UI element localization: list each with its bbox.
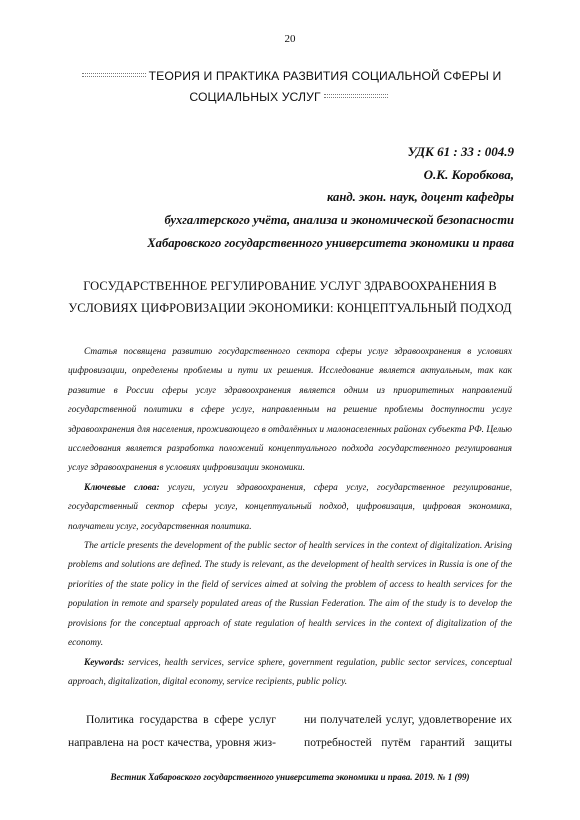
udc-code: УДК 61 : 33 : 004.9 <box>407 144 514 159</box>
body-paragraph-right: ни получателей услуг, удовлетворение их потребностей путём гарантий защиты <box>304 713 512 749</box>
abstract-en: The article presents the development of the public sector of health services in the context of digitalization. Arising problems and solutions are defined. The study is relevant, as the development of health services in Russia is one of the priorities of the state policy in the field of services aimed at solving the problem of access to health services for the population in remote and sparsely populated areas of the Russian Federation. The aim of the study is to develop the provisions for the conceptual approach of state regulation of health services in the context of digitalization of the economy. <box>68 541 512 649</box>
running-header-text-2: СОЦИАЛЬНЫХ УСЛУГ <box>189 90 321 104</box>
keywords-ru-label: Ключевые слова: <box>84 482 160 493</box>
author-name: О.К. Коробкова, <box>423 167 514 182</box>
decorative-rule-right <box>324 94 388 98</box>
author-block <box>94 140 514 255</box>
article-title-line-2: УСЛОВИЯХ ЦИФРОВИЗАЦИИ ЭКОНОМИКИ: КОНЦЕПТУАЛЬНЫЙ ПОДХОД <box>68 301 512 315</box>
keywords-ru <box>68 479 512 537</box>
article-title-line-1: ГОСУДАРСТВЕННОЕ РЕГУЛИРОВАНИЕ УСЛУГ ЗДРАВООХРАНЕНИЯ В <box>83 279 497 293</box>
author-university: Хабаровского государственного университета экономики и права <box>147 236 514 250</box>
author-degree: канд. экон. наук, доцент кафедры <box>326 190 514 204</box>
decorative-rule-left <box>82 73 146 77</box>
body-text <box>68 708 512 754</box>
body-paragraph-left: Политика государства в сфере услуг направлена на рост качества, уровня жиз- <box>68 713 276 749</box>
running-header-text-1: ТЕОРИЯ И ПРАКТИКА РАЗВИТИЯ СОЦИАЛЬНОЙ СФЕРЫ И <box>148 69 502 83</box>
running-header <box>60 66 520 108</box>
article-title <box>62 275 518 319</box>
body-column-right <box>304 708 512 754</box>
keywords-en-label: Keywords: <box>84 657 125 668</box>
running-header-line-2 <box>60 87 520 108</box>
journal-footer: Вестник Хабаровского государственного университета экономики и права. 2019. № 1 (99) <box>110 772 470 782</box>
running-header-line-1 <box>60 66 520 87</box>
abstract <box>68 343 512 692</box>
abstract-ru: Статья посвящена развитию государственного сектора сферы услуг здравоохранения в условиях цифровизации, определены проблемы и пути их решения. Исследование является актуальным, так как развитие в России сферы услуг здравоохранения является одним из приоритетных направлений государственной политики в сфере услуг, направленным на решение проблемы доступности услуг здравоохранения для населения, проживающего в отдалённых и малонаселенных районах субъекта РФ. Целью исследования является разработка положений концептуального подхода государственного регулирования услуг здравоохранения в условиях цифровизации экономики. <box>68 347 512 474</box>
page-number: 20 <box>284 33 296 45</box>
keywords-ru-text: услуги, услуги здравоохранения, сфера услуг, государственное регулирование, государственный сектор сферы услуг, концептуальный подход, цифровизация, цифровая экономика, получатели услуг, государственная политика. <box>68 482 512 532</box>
author-department: бухгалтерского учёта, анализа и экономической безопасности <box>164 213 514 227</box>
keywords-en <box>68 654 512 693</box>
keywords-en-text: services, health services, service sphere, government regulation, public sector services, conceptual approach, digitalization, digital economy, service recipients, public policy. <box>68 657 512 687</box>
body-column-left <box>68 708 276 754</box>
